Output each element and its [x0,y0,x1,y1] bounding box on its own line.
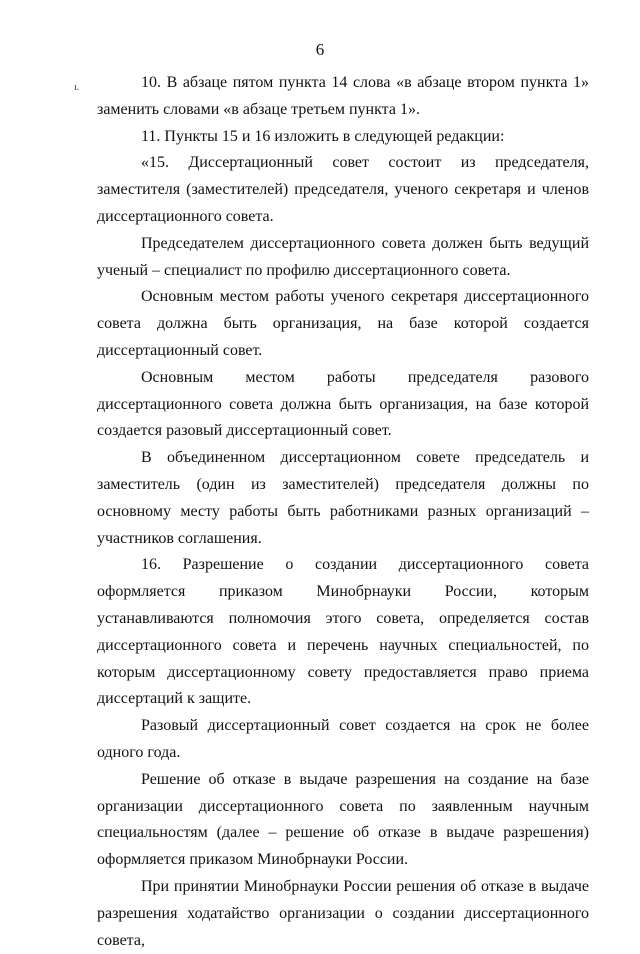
paragraph-joint-council: В объединенном диссертационном совете председатель и заместитель (один из заместителей) председателя должны по основному месту работы быть работниками разных организаций – участников соглашения. [97,449,589,547]
paragraph-chairman: Председателем диссертационного совета должен быть ведущий ученый – специалист по профилю диссертационного совета. [97,234,589,279]
paragraph-item-10: 10. В абзаце пятом пункта 14 слова «в абзаце втором пункта 1» заменить словами «в абзаце третьем пункта 1». [97,74,589,118]
paragraph-refusal-petition: При принятии Минобрнауки России решения об отказе в выдаче разрешения ходатайство организации о создании диссертационного совета, [97,877,589,949]
paragraph-one-time-council-chair: Основным местом работы председателя разового диссертационного совета должна быть организация, на базе которой создается разовый диссертационный совет. [97,368,589,440]
paragraph-section-15: «15. Диссертационный совет состоит из председателя, заместителя (заместителей) председателя, ученого секретаря и членов диссертационного совета. [97,154,589,225]
margin-mark: ı. [74,82,80,93]
document-body [97,70,589,954]
paragraph-one-time-council-term: Разовый диссертационный совет создается на срок не более одного года. [97,717,589,761]
paragraph-secretary-workplace: Основным местом работы ученого секретаря диссертационного совета должна быть организация, на базе которой создается диссертационный совет. [97,288,589,359]
paragraph-section-16: 16. Разрешение о создании диссертационного совета оформляется приказом Минобрнауки России, которым устанавливаются полномочия этого совета, определяется состав диссертационного совета и перечень научных специальностей, по которым диссертационному совету предоставляется право приема диссертаций к защите. [97,556,589,708]
page-number: 6 [315,40,325,59]
paragraph-item-11: 11. Пункты 15 и 16 изложить в следующей редакции: [141,127,505,145]
paragraph-refusal-decision: Решение об отказе в выдаче разрешения на создание на базе организации диссертационного совета по заявленным научным специальностям (далее – решение об отказе в выдаче разрешения) оформляется приказом Минобрнауки России. [97,770,589,869]
